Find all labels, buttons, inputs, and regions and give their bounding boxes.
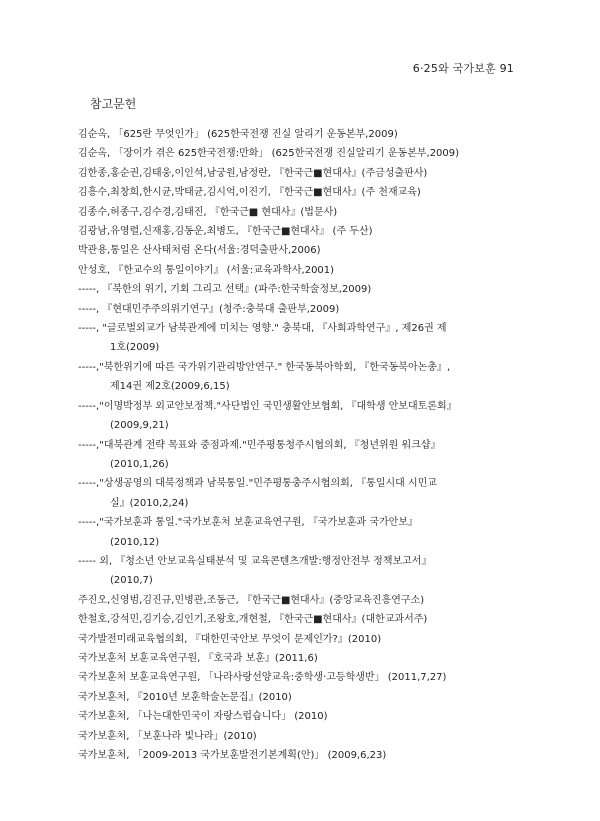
reference-entry: 김흥수,최창희,한시균,박태균,김시억,이진기, 『한국근■현대사』(주 천재교육): [78, 187, 421, 199]
reference-entry: 김순옥, 「장이가 겪은 625한국전쟁:만화」 (625한국전쟁 진실알리기 운동본부,2009): [78, 148, 460, 160]
reference-continuation-line: 실』(2010,2,24): [110, 497, 189, 509]
reference-continuation-line: (2010,12): [110, 536, 160, 548]
running-header: 6·25와 국가보훈 91: [412, 62, 514, 75]
reference-entry: ----- 외, 『청소년 안보교육실태분석 및 교육콘텐츠개발:행정안전부 정책보고서』: [78, 555, 432, 567]
reference-entry: 김한종,홍순권,김태웅,이인석,남궁원,남정란, 『한국근■현대사』(주금성출판사): [78, 167, 428, 179]
reference-continuation-line: 제14권 제2호(2009,6,15): [110, 381, 230, 393]
reference-entry: 국가보훈처, 『2010년 보훈학술논문집』(2010): [78, 691, 292, 703]
reference-entry: 국가보훈처 보훈교육연구원, 「나라사랑선양교육:중학생·고등학생반」 (2011,7,27): [78, 672, 447, 684]
reference-entry: 한철호,강석민,김기승,김인기,조왕호,개현철, 『한국근■현대사』(대한교과서주): [78, 614, 428, 626]
reference-entry: -----,"국가보훈과 통일."국가보훈처 보훈교육연구원, 『국가보훈과 국가안보』: [78, 517, 418, 529]
reference-entry: -----,"대북관계 전략 목표와 중점과제."민주평통청주시협의회, 『청년위원 워크샵』: [78, 439, 441, 451]
reference-list: [78, 125, 518, 765]
reference-entry: 국가보훈처, 「나는대한민국이 자랑스럽습니다」 (2010): [78, 711, 328, 723]
reference-entry: 주진오,신영범,김진규,민병관,조동근, 『한국근■현대사』(중앙교육진흥연구소): [78, 594, 425, 606]
reference-entry: 김순옥, 「625란 무엇인가」 (625한국전쟁 진실 알리기 운동본부,2009): [78, 129, 398, 140]
reference-entry: -----,"이명박정부 외교안보정책."사단법인 국민생활안보협회, 『대학생 안보대토론회』: [78, 400, 457, 412]
reference-continuation-line: (2010,1,26): [110, 458, 169, 470]
reference-entry: -----, 『현대민주주의위기연구』(청주:충북대 출판부,2009): [78, 303, 340, 315]
reference-entry: 김종수,허종구,김수경,김태진, 『한국근■ 현대사』(법문사): [78, 206, 338, 218]
reference-entry: 김광남,유영렬,신재홍,김동운,최병도, 『한국근■현대사』 (주 두산): [78, 226, 373, 238]
reference-entry: 국가보훈처, 「보훈나라 빛나라」(2010): [78, 730, 257, 742]
reference-entry: 국가보훈처 보훈교육연구원, 『호국과 보훈』(2011,6): [78, 652, 318, 664]
reference-entry: 박관용,통일은 산사태처럼 온다(서울:경덕출판사,2006): [78, 245, 321, 257]
reference-continuation-line: 1호(2009): [110, 342, 160, 354]
reference-entry: 안성호, 『한교수의 통일이야기』 (서울:교육과학사,2001): [78, 264, 335, 276]
section-title: 참고문헌: [90, 97, 137, 111]
reference-entry: -----,"상생공영의 대북정책과 남북통일."민주평통충주시협의회, 『통일시대 시민교: [78, 478, 437, 490]
reference-continuation-line: (2009,9,21): [110, 420, 169, 432]
reference-entry: -----,"북한위기에 따른 국가위기관리방안연구." 한국동북아학회, 『한국동북아논총』,: [78, 361, 451, 373]
reference-entry: 국가보훈처, 「2009-2013 국가보훈발전기본계획(안)」 (2009,6,23): [78, 750, 387, 761]
reference-continuation-line: (2010,7): [110, 575, 153, 587]
reference-entry: -----, 『북한의 위기, 기회 그리고 선택』(파주:한국학술정보,2009): [78, 284, 372, 296]
reference-entry: -----, "글로벌외교가 남북관계에 미치는 영향." 충북대, 『사회과학연구』, 제26권 제: [78, 323, 447, 335]
reference-entry: 국가발전미래교육협의회, 『대한민국안보 무엇이 문제인가?』(2010): [78, 633, 382, 645]
